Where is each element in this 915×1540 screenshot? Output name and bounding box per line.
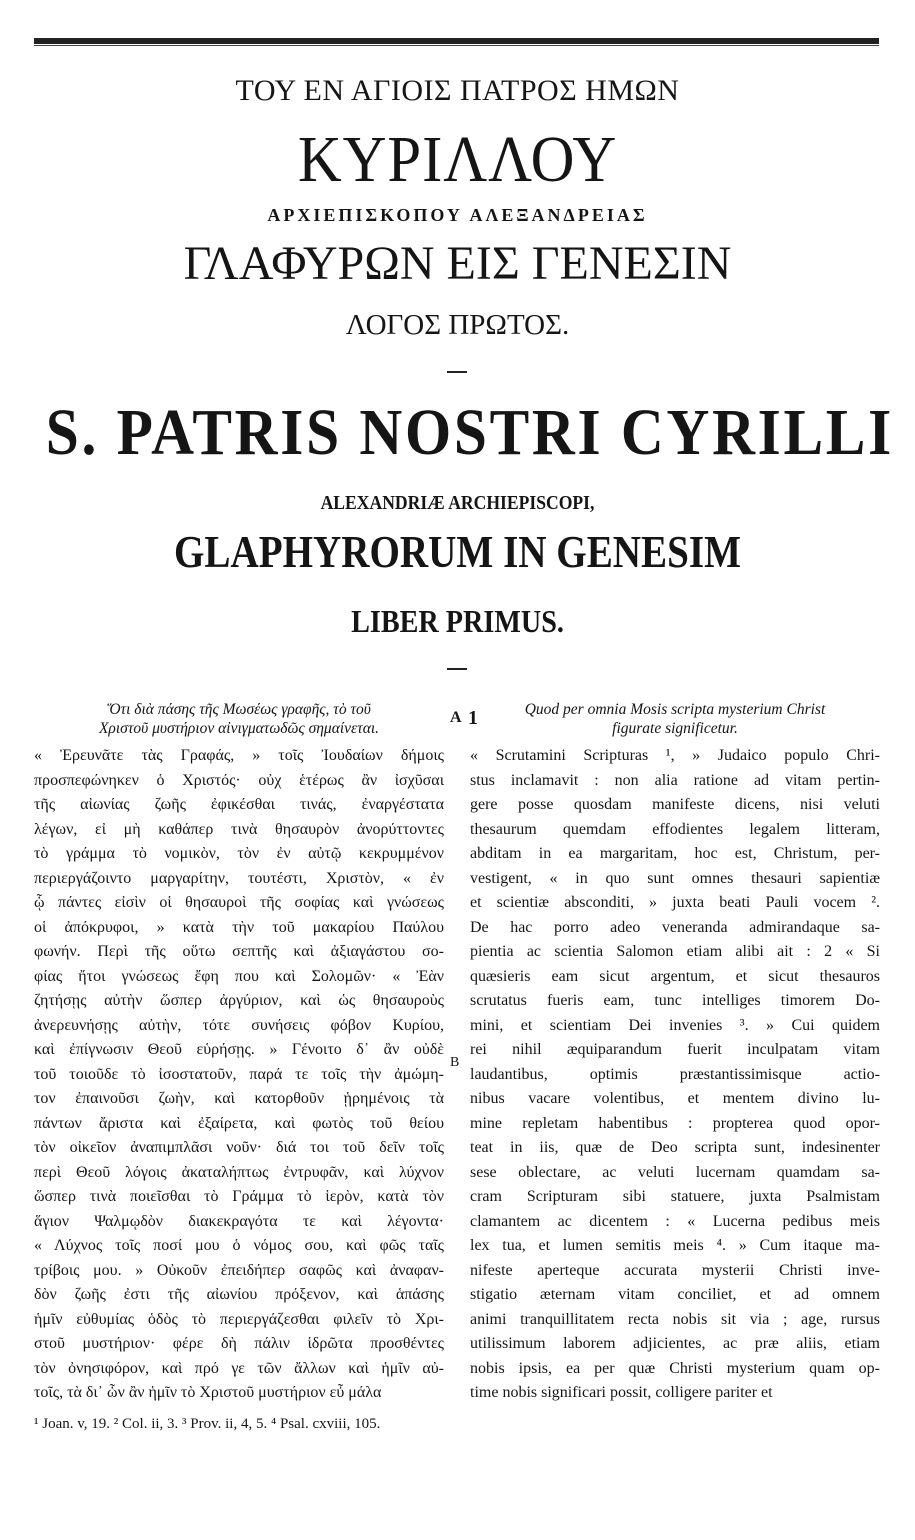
greek-line: τρίβοις μου. » Οὐκοῦν ἐπειδήπερ σαφῶς καὶ ἀναφαν- <box>34 1261 444 1279</box>
greek-line: φωνήν. Περὶ τῆς οὕτω σεπτῆς καὶ ἀξιαγάστου σο- <box>34 943 444 960</box>
greek-line: τὸ γράμμα τὸ νομικὸν, τὸν ἐν αὐτῷ κεκρυμμένον <box>34 845 444 862</box>
greek-line: περὶ Θεοῦ λόγοις ἀκαταλήπτως ἐντρυφᾶν, καὶ λύχνον <box>34 1163 444 1181</box>
latin-line: nibus vacare volentibus, et mentem divino lu- <box>470 1090 880 1107</box>
title-divider <box>447 371 467 373</box>
greek-heading-line: Χριστοῦ μυστήριον αἰνιγματωδῶς σημαίνεται. <box>98 720 380 737</box>
latin-book-number: LIBER PRIMUS. <box>351 603 564 639</box>
latin-line: time nobis significari possit, colligere pariter et <box>470 1384 773 1401</box>
latin-line: scrutatus fueris eam, tunc intelliges timorem Do- <box>470 992 880 1009</box>
latin-text-column <box>470 700 880 1406</box>
latin-line: clamantem ac dicentem : « Lucerna pedibus meis <box>470 1212 880 1230</box>
latin-line: mini, et scientiam Dei invenies ³. » Cui quidem <box>470 1016 880 1034</box>
margin-marker-b: B <box>450 1055 460 1070</box>
latin-line: rei nihil æquiparandum fuerit inculpatam vitam <box>470 1041 880 1058</box>
latin-body <box>470 744 880 1406</box>
greek-book-number: ΛΟΓΟΣ ΠΡΩΤΟΣ. <box>345 309 570 341</box>
latin-heading-line: Quod per omnia Mosis scripta mysterium Christ <box>524 701 826 718</box>
latin-title-line1: S. PATRIS NOSTRI CYRILLI <box>45 396 894 469</box>
latin-line: vestigent, « in quo sunt omnes thesauri sapientiæ <box>470 869 880 887</box>
greek-line: τὸν οἰκεῖον ἀναπιμπλᾶσι νοῦν· διά τοι τοῦ δεῖν τοῖς <box>34 1139 444 1156</box>
latin-line: laudantibus, optimis præstantissimisque actio- <box>470 1065 880 1083</box>
greek-line: καὶ ἐπίγνωσιν Θεοῦ εὑρήσῃς. » Γένοιτο δ᾽ ἂν οὐδὲ <box>34 1041 444 1058</box>
greek-chapter-heading <box>34 700 444 738</box>
latin-heading-line: figurate significetur. <box>612 720 738 737</box>
greek-line: στοῦ μυστήριον· φέρε δὴ πάλιν ἱδρῶτα προσθέντες <box>34 1335 444 1352</box>
latin-line: cram Scripturam sibi statuere, juxta Psalmistam <box>470 1188 880 1205</box>
latin-line: gere posse quosdam manifeste dicens, nisi veluti <box>470 796 880 813</box>
latin-line: utilissimum laborem adjicientes, ac præ aliis, etiam <box>470 1335 880 1352</box>
latin-line: sese oblectare, ac veluti lucernam quamdam sa- <box>470 1163 880 1181</box>
latin-line: thesaurum quemdam effodientes legalem litteram, <box>470 820 880 838</box>
greek-line: προσπεφώνηκεν ὁ Χριστός· οὐχ ἑτέρως ἂν ἰσχῦσαι <box>34 771 444 789</box>
greek-text-column <box>34 700 444 1406</box>
latin-line: pientia ac scientia Salomon etiam alibi ait : 2 « Si <box>470 943 880 960</box>
latin-line: stigatio æternam vitam conciliet, et ad omnem <box>470 1286 880 1303</box>
latin-line: mine repletam habentibus : propterea quod opor- <box>470 1114 880 1132</box>
latin-work-title: GLAPHYRORUM IN GENESIM <box>174 526 741 577</box>
greek-line: ζητήσῃς αὐτὴν ὥσπερ ἀργύριον, καὶ ὡς θησαυροὺς <box>34 992 444 1009</box>
greek-line: ὥσπερ τινὰ ποιεῖσθαι τὸ Γράμμα τὸ ἱερὸν, κατὰ τὸν <box>34 1188 444 1205</box>
latin-chapter-heading <box>470 700 880 738</box>
greek-line: οἱ ἀπόκρυφοι, » κατὰ τὴν τοῦ μακαρίου Παύλου <box>34 918 444 936</box>
latin-line: stus inclamavit : non alia ratione ad vitam pertin- <box>470 771 880 789</box>
greek-line: τοῖς, τὰ δι᾽ ὧν ἂν ἡμῖν τὸ Χριστοῦ μυστήριον εὖ μάλα <box>34 1384 382 1401</box>
latin-line: nifeste aperteque accurata mysterii Christi inve- <box>470 1261 880 1279</box>
latin-line: et scientiæ absconditi, » juxta beati Pauli vocem ². <box>470 894 880 911</box>
greek-line: φίας ἤτοι γνώσεως ἔφη που καὶ Σολομῶν· « Ἐὰν <box>34 967 444 985</box>
greek-line: τοῦ τοιοῦδε τὸ ἰσοστατοῦν, παρά τε τοῖς τὴν ἀμώμη- <box>34 1065 444 1083</box>
top-rule <box>34 38 879 44</box>
greek-line: ἅγιον Ψαλμῳδὸν διακεκραγότα τε καὶ λέγοντα· <box>34 1212 444 1230</box>
greek-line: τῆς αἰωνίας ζωῆς ἐφικέσθαι τινάς, ἐναργέστατα <box>34 796 444 813</box>
section-divider <box>447 668 467 670</box>
greek-work-title: ΓΛΑΦΥΡΩΝ ΕΙΣ ΓΕΝΕΣΙΝ <box>183 237 732 290</box>
latin-line: quæsieris eam sicut argentum, et sicut thesauros <box>470 967 880 985</box>
margin-marker-a: A <box>450 709 462 726</box>
latin-line: nobis ipsis, ea per quæ Christi mysterium quam op- <box>470 1359 880 1377</box>
greek-line: ᾧ πάντες εἰσὶν οἱ θησαυροὶ τῆς σοφίας καὶ γνώσεως <box>34 894 444 911</box>
greek-body <box>34 744 444 1406</box>
margin-marker-1: 1 <box>468 707 478 729</box>
greek-line: περιεργάζοιντο μαργαρίτην, τουτέστι, Χριστὸν, « ἐν <box>34 869 444 887</box>
greek-line: ἀνερευνήσῃς αὐτὴν, τότε συνήσεις φόβον Κυρίου, <box>34 1016 444 1034</box>
latin-line: « Scrutamini Scripturas ¹, » Judaico populo Chri- <box>470 747 880 764</box>
latin-line: De hac porro adeo veneranda admirandaque sa- <box>470 918 880 936</box>
footnotes: ¹ Joan. v, 19. ² Col. ii, 3. ³ Prov. ii, 4, 5. ⁴ Psal. cxviii, 105. <box>34 1416 381 1432</box>
greek-line: πάντων ἄριστα καὶ ἐξαίρετα, καὶ φωτὸς τοῦ θείου <box>34 1114 444 1132</box>
greek-line: ἡμῖν εὐθυμίας ὁδὸς τὸ περιεργάζεσθαι φιλεῖν τὸ Χρι- <box>34 1310 444 1328</box>
greek-title-line1: ΤΟΥ ΕΝ ΑΓΙΟΙΣ ΠΑΤΡΟΣ ΗΜΩΝ <box>235 74 680 107</box>
latin-line: lex tua, et lumen semitis meis ⁴. » Cum itaque ma- <box>470 1237 880 1254</box>
latin-line: teat in iis, quæ de Deo scripta sunt, indesinenter <box>470 1139 880 1156</box>
greek-line: τον ἐπαινοῦσι ζωὴν, καὶ κατορθοῦν ᾑρημένοις τὰ <box>34 1090 444 1107</box>
greek-line: « Ἐρευνᾶτε τὰς Γραφάς, » τοῖς Ἰουδαίων δήμοις <box>34 747 444 764</box>
greek-line: λέγων, εἰ μὴ καθάπερ τινὰ θησαυρὸν ἀνορύττοντες <box>34 820 444 838</box>
greek-line: τὸν ὀνησιφόρον, καὶ πρό γε τῶν ἄλλων καὶ ἡμῖν αὐ- <box>34 1359 444 1377</box>
latin-author-office: ALEXANDRIÆ ARCHIEPISCOPI, <box>320 492 595 514</box>
greek-line: δὸν ζωῆς ἐστι τῆς αἰωνίου πρόξενον, καὶ ἁπάσης <box>34 1286 444 1303</box>
greek-author-name: ΚΥΡΙΛΛΟΥ <box>297 123 618 196</box>
greek-author-office: ΑΡΧΙΕΠΙΣΚΟΠΟΥ ΑΛΕΞΑΝΔΡΕΙΑΣ <box>267 205 648 225</box>
greek-line: « Λύχνος τοῖς ποσί μου ὁ νόμος σου, καὶ φῶς ταῖς <box>34 1237 444 1254</box>
latin-line: animi tranquillitatem recta nobis sit via ; age, rursus <box>470 1310 880 1328</box>
latin-line: abditam in ea margaritam, hoc est, Christum, per- <box>470 845 880 862</box>
greek-heading-line: Ὅτι διὰ πάσης τῆς Μωσέως γραφῆς, τὸ τοῦ <box>107 701 371 718</box>
